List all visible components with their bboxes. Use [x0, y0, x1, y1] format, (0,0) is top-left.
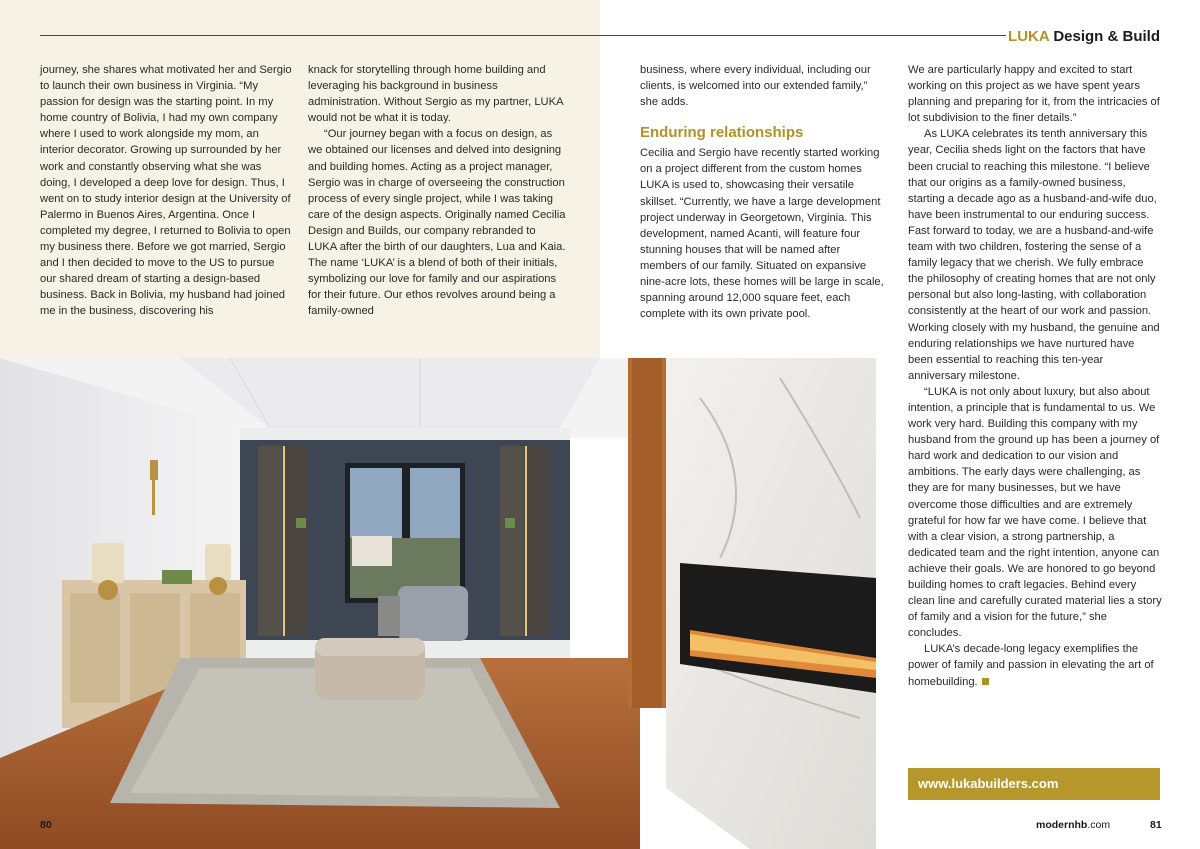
paragraph: knack for storytelling through home building and leveraging his background in business administration. Without Sergio as my partner, LUKA would not be what it is today. [308, 64, 563, 125]
page-number-right: 81 [1150, 819, 1162, 831]
website-url-bar[interactable] [908, 768, 1160, 800]
brand-rest: Design & Build [1053, 28, 1160, 45]
brand-header [1008, 28, 1160, 45]
paragraph: “LUKA is not only about luxury, but also about intention, a principle that is fundamental to us. We work very hard. Building this company with my husband from the ground up has been a journey of hard work and dedication to our vision and ambitions. The early days were challenging, as they are for many businesses, but we have overcome those difficulties and are extremely grateful for how far we have come. I believe that with a clear vision, a strong partnership, a dedicated team and the right intention, anyone can achieve their goals. We are honored to go beyond building homes to craft legacies. Behind every clean line and carefully curated material lies a story of family and a vision for the future,” she concludes. [908, 385, 1162, 640]
paragraph: business, where every individual, including our clients, is welcomed into our extended family,” she adds. [640, 64, 871, 109]
website-url[interactable]: www.lukabuilders.com [918, 776, 1059, 791]
interior-photo-illustration [0, 358, 876, 849]
paragraph: journey, she shares what motivated her and Sergio to launch their own business in Virginia. “My passion for design was the starting point. In my home country of Bolivia, I had my own company where I used to work alongside my mom, an interior decorator. Growing up surrounded by her work and constantly observing what she was doing, I developed a deep love for design. Thus, I went on to study interior design at the University of Palermo in Buenos Aires, Argentina. Once I completed my degree, I returned to Bolivia to open my business there. Before we got married, Sergio and I then decided to move to the US to pursue our shared dream of starting a design-based business. Back in Bolivia, my husband had joined me in the business, discovering his [40, 64, 292, 318]
paragraph: We are particularly happy and excited to start working on this project as we have spent years planning and preparing for it, from the intricacies of lot subdivision to the finer details.” [908, 64, 1160, 125]
text-column-1 [40, 62, 292, 320]
paragraph: Cecilia and Sergio have recently started working on a project different from the custom homes LUKA is used to, showcasing their versatile skillset. “Currently, we have a large development project underway in Georgetown, Virginia. This development, named Acanti, will feature four stunning houses that will be named after members of our family. Situated on expansive nine-acre lots, these homes will be large in scale, spanning around 12,000 square feet, each complete with its own private pool. [640, 147, 884, 321]
site-name-tld: .com [1087, 819, 1111, 831]
text-column-2 [308, 62, 566, 320]
header-rule [40, 35, 1006, 36]
final-text: LUKA’s decade-long legacy exemplifies the power of family and passion in elevating the art of homebuilding. [908, 643, 1154, 688]
paragraph-final [908, 641, 1162, 689]
site-name-bold: modernhb [1036, 819, 1088, 831]
brand-accent: LUKA [1008, 28, 1050, 45]
text-column-4 [908, 62, 1162, 690]
end-mark-icon [982, 678, 989, 685]
section-heading: Enduring relationships [640, 124, 804, 142]
paragraph: “Our journey began with a focus on design, as we obtained our licenses and delved into designing and building homes. Acting as a project manager, Sergio was in charge of overseeing the construction process of every single project, while I was taking care of the design aspects. Originally named Cecilia Design and Builds, our company rebranded to LUKA after the birth of our daughters, Lua and Kaia. The name ‘LUKA’ is a blend of both of their initials, symbolizing our love for family and our aspirations for their future. Our ethos revolves around being a family-owned [308, 128, 566, 318]
interior-photo [0, 358, 876, 849]
page-number-left: 80 [40, 819, 52, 831]
site-name [1036, 819, 1110, 831]
paragraph: As LUKA celebrates its tenth anniversary this year, Cecilia sheds light on the factors that have been crucial to reaching this milestone. “I believe that our origins as a family-owned business, starting a decade ago as a husband-and-wife duo, have been instrumental to our enduring success. Fast forward to today, we are a husband-and-wife team with two children, fostering the sense of a family legacy that we cherish. We fully embrace the philosophy of creating homes that are not only personal but also long-lasting, with collaboration consistently at the heart of our work and passion. Working closely with my husband, the genuine and enduring relationships we have nurtured have been essential to reaching this ten-year anniversary milestone. [908, 128, 1160, 382]
text-column-3 [640, 62, 886, 322]
